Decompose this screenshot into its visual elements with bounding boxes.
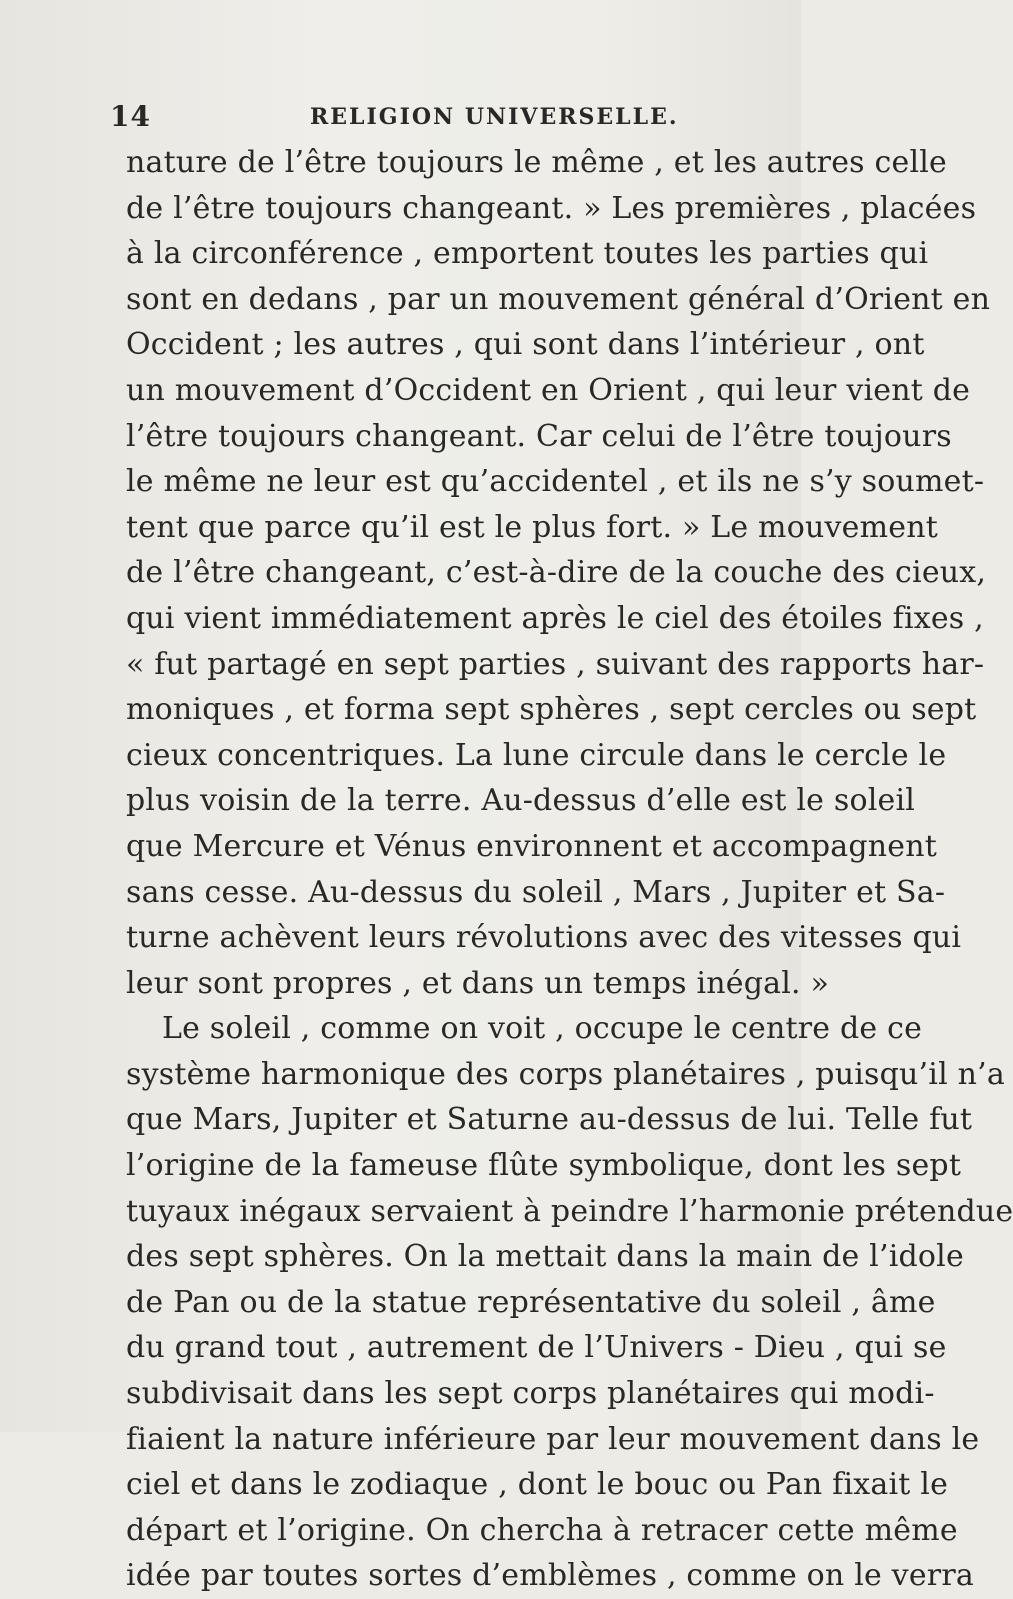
text-line: que Mercure et Vénus environnent et accompagnent <box>126 828 937 864</box>
text-line: tent que parce qu’il est le plus fort. » Le mouvement <box>126 509 938 545</box>
text-line: qui vient immédiatement après le ciel des étoiles fixes , <box>126 600 984 636</box>
text-line: l’être toujours changeant. Car celui de l’être toujours <box>126 418 952 454</box>
text-line: Occident ; les autres , qui sont dans l’intérieur , ont <box>126 327 925 363</box>
text-line: sont en dedans , par un mouvement général d’Orient en <box>126 281 991 317</box>
text-line: fiaient la nature inférieure par leur mouvement dans le <box>126 1421 980 1457</box>
text-line: cieux concentriques. La lune circule dans le cercle le <box>126 737 947 773</box>
text-line: ciel et dans le zodiaque , dont le bouc ou Pan fixait le <box>126 1467 949 1503</box>
text-line: plus voisin de la terre. Au-dessus d’elle est le soleil <box>126 783 916 819</box>
text-line: de l’être toujours changeant. » Les premières , placées <box>126 190 977 226</box>
text-line: départ et l’origine. On chercha à retracer cette même <box>126 1512 958 1548</box>
text-line: idée par toutes sortes d’emblèmes , comme on le verra <box>126 1558 974 1594</box>
text-line: sans cesse. Au-dessus du soleil , Mars , Jupiter et Sa- <box>126 874 946 910</box>
text-line: le même ne leur est qu’accidentel , et ils ne s’y soumet- <box>126 464 985 500</box>
text-line: turne achèvent leurs révolutions avec des vitesses qui <box>126 920 962 956</box>
paragraph-2 <box>126 1006 1013 1599</box>
text-line: subdivisait dans les sept corps planétaires qui modi- <box>126 1376 935 1412</box>
body-text <box>126 140 1013 1599</box>
text-line: de l’être changeant, c’est-à-dire de la couche des cieux, <box>126 555 987 591</box>
paragraph-1 <box>126 140 991 1006</box>
text-line: « fut partagé en sept parties , suivant des rapports har- <box>126 646 985 682</box>
text-line: tuyaux inégaux servaient à peindre l’harmonie prétendue <box>126 1193 1013 1229</box>
text-line: que Mars, Jupiter et Saturne au-dessus de lui. Telle fut <box>126 1102 973 1138</box>
text-line: des sept sphères. On la mettait dans la main de l’idole <box>126 1239 964 1275</box>
text-line: système harmonique des corps planétaires , puisqu’il n’a <box>126 1056 1005 1092</box>
text-line: du grand tout , autrement de l’Univers - Dieu , qui se <box>126 1330 947 1366</box>
text-line: un mouvement d’Occident en Orient , qui leur vient de <box>126 372 971 408</box>
page-number: 14 <box>110 100 151 133</box>
text-line: l’origine de la fameuse flûte symbolique, dont les sept <box>126 1148 962 1184</box>
text-line: moniques , et forma sept sphères , sept cercles ou sept <box>126 692 977 728</box>
text-line: à la circonférence , emportent toutes les parties qui <box>126 236 929 272</box>
text-line: Le soleil , comme on voit , occupe le centre de ce <box>162 1011 923 1047</box>
text-line: leur sont propres , et dans un temps inégal. » <box>126 965 830 1001</box>
text-line: de Pan ou de la statue représentative du soleil , âme <box>126 1284 936 1320</box>
page-header <box>110 100 760 140</box>
text-line: nature de l’être toujours le même , et les autres celle <box>126 145 947 180</box>
running-head: RELIGION UNIVERSELLE. <box>310 104 679 130</box>
